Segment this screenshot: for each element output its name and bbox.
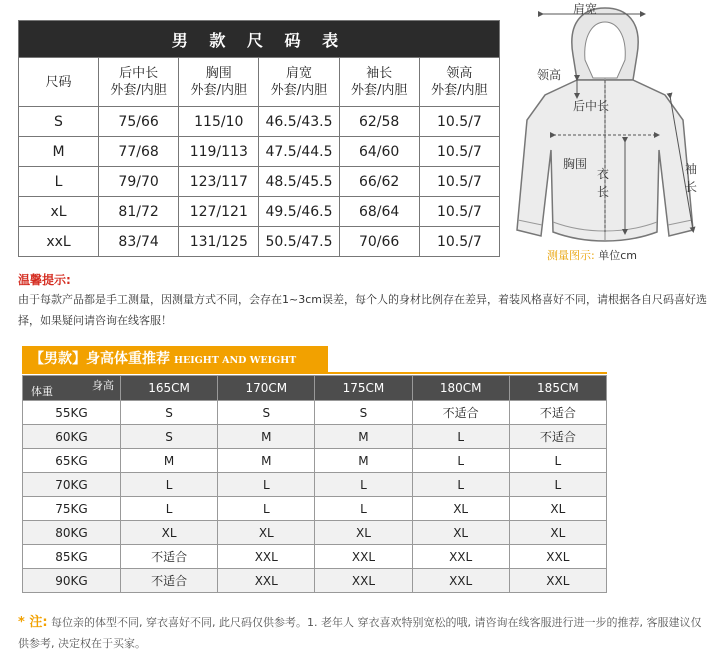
recommend-cell: XXL bbox=[315, 569, 412, 593]
recommend-row bbox=[23, 497, 607, 521]
size-column-header bbox=[339, 58, 419, 107]
recommend-cell: M bbox=[121, 449, 218, 473]
header-line-2: 外套/内胆 bbox=[431, 83, 488, 98]
recommend-title: 【男款】身高体重推荐 bbox=[30, 351, 170, 367]
recommend-cell: L bbox=[121, 473, 218, 497]
corner-cell bbox=[23, 376, 121, 401]
recommend-cell: XL bbox=[218, 521, 315, 545]
recommend-cell: XL bbox=[509, 521, 606, 545]
unit-label: 单位cm bbox=[598, 249, 637, 262]
size-cell: 46.5/43.5 bbox=[259, 107, 339, 137]
recommend-cell: S bbox=[121, 401, 218, 425]
size-cell: 83/74 bbox=[99, 227, 179, 257]
recommend-cell: S bbox=[315, 401, 412, 425]
recommend-cell: XXL bbox=[218, 569, 315, 593]
size-cell: 70/66 bbox=[339, 227, 419, 257]
size-cell: 119/113 bbox=[179, 137, 259, 167]
recommend-cell: XL bbox=[509, 497, 606, 521]
recommend-table bbox=[22, 375, 607, 593]
weight-cell: 55KG bbox=[23, 401, 121, 425]
size-cell: 79/70 bbox=[99, 167, 179, 197]
size-cell: 10.5/7 bbox=[419, 167, 499, 197]
recommend-cell: L bbox=[315, 473, 412, 497]
header-line-2: 外套/内胆 bbox=[110, 83, 167, 98]
size-cell: 81/72 bbox=[99, 197, 179, 227]
recommend-row bbox=[23, 449, 607, 473]
size-column-header bbox=[179, 58, 259, 107]
size-cell: 10.5/7 bbox=[419, 107, 499, 137]
recommend-cell: L bbox=[121, 497, 218, 521]
size-row bbox=[19, 107, 500, 137]
recommend-row bbox=[23, 545, 607, 569]
size-cell-name: S bbox=[19, 107, 99, 137]
back-length-label: 后中长 bbox=[573, 99, 610, 113]
measure-label: 测量图示: bbox=[547, 249, 595, 262]
recommend-cell: L bbox=[412, 425, 509, 449]
size-cell: 68/64 bbox=[339, 197, 419, 227]
recommend-cell: 不适合 bbox=[509, 401, 606, 425]
header-line-2: 外套/内胆 bbox=[190, 83, 247, 98]
height-header: 170CM bbox=[218, 376, 315, 401]
weight-cell: 75KG bbox=[23, 497, 121, 521]
weight-cell: 90KG bbox=[23, 569, 121, 593]
size-row bbox=[19, 167, 500, 197]
recommend-cell: M bbox=[315, 449, 412, 473]
recommend-cell: XXL bbox=[412, 569, 509, 593]
size-column-header bbox=[19, 58, 99, 107]
recommend-cell: 不适合 bbox=[509, 425, 606, 449]
recommend-cell: XL bbox=[121, 521, 218, 545]
weight-cell: 80KG bbox=[23, 521, 121, 545]
recommend-row bbox=[23, 569, 607, 593]
recommend-cell: L bbox=[218, 473, 315, 497]
weight-cell: 70KG bbox=[23, 473, 121, 497]
recommend-cell: XL bbox=[315, 521, 412, 545]
recommend-cell: XXL bbox=[509, 569, 606, 593]
weight-cell: 60KG bbox=[23, 425, 121, 449]
recommend-header bbox=[22, 346, 328, 372]
recommend-title-en: HEIGHT AND WEIGHT bbox=[174, 355, 297, 366]
size-column-header bbox=[419, 58, 499, 107]
recommend-cell: 不适合 bbox=[412, 401, 509, 425]
recommend-row bbox=[23, 401, 607, 425]
recommend-cell: M bbox=[315, 425, 412, 449]
size-cell: 115/10 bbox=[179, 107, 259, 137]
size-cell: 49.5/46.5 bbox=[259, 197, 339, 227]
recommend-cell: L bbox=[412, 473, 509, 497]
size-row bbox=[19, 137, 500, 167]
shoulder-label: 肩宽 bbox=[573, 2, 598, 16]
size-cell: 47.5/44.5 bbox=[259, 137, 339, 167]
recommend-cell: L bbox=[509, 449, 606, 473]
size-cell-name: xxL bbox=[19, 227, 99, 257]
size-column-header bbox=[259, 58, 339, 107]
jacket-outline-icon bbox=[505, 0, 720, 265]
size-cell-name: L bbox=[19, 167, 99, 197]
size-cell: 75/66 bbox=[99, 107, 179, 137]
size-cell: 66/62 bbox=[339, 167, 419, 197]
recommend-cell: L bbox=[218, 497, 315, 521]
recommend-cell: M bbox=[218, 449, 315, 473]
corner-height: 身高 bbox=[92, 379, 114, 392]
size-cell: 64/60 bbox=[339, 137, 419, 167]
footnote bbox=[18, 612, 708, 654]
size-cell: 127/121 bbox=[179, 197, 259, 227]
recommend-cell: L bbox=[315, 497, 412, 521]
tips-title: 温馨提示: bbox=[18, 273, 71, 287]
height-header: 175CM bbox=[315, 376, 412, 401]
tips-body: 由于每款产品都是手工测量，因测量方式不同，会存在1~3cm误差，每个人的身材比例存在差异，着装风格喜好不同，请根据各自尺码喜好选择，如果疑问请咨询在线客服！ bbox=[18, 293, 707, 327]
chest-label: 胸围 bbox=[563, 157, 588, 171]
height-header: 185CM bbox=[509, 376, 606, 401]
size-cell: 62/58 bbox=[339, 107, 419, 137]
recommend-row bbox=[23, 473, 607, 497]
size-row bbox=[19, 197, 500, 227]
recommend-cell: S bbox=[218, 401, 315, 425]
recommend-cell: M bbox=[218, 425, 315, 449]
size-cell: 131/125 bbox=[179, 227, 259, 257]
recommend-cell: S bbox=[121, 425, 218, 449]
size-cell-name: xL bbox=[19, 197, 99, 227]
size-column-header bbox=[99, 58, 179, 107]
header-line-1: 领高 bbox=[446, 66, 473, 81]
recommend-cell: XL bbox=[412, 497, 509, 521]
size-table bbox=[18, 20, 500, 257]
header-line-1: 尺码 bbox=[45, 74, 72, 90]
recommend-cell: XXL bbox=[218, 545, 315, 569]
size-cell: 10.5/7 bbox=[419, 227, 499, 257]
recommend-divider bbox=[22, 372, 607, 374]
recommend-cell: L bbox=[509, 473, 606, 497]
footnote-mark: * 注: bbox=[18, 615, 48, 630]
recommend-cell: XXL bbox=[315, 545, 412, 569]
size-cell: 10.5/7 bbox=[419, 197, 499, 227]
sleeve-label: 袖长 bbox=[685, 162, 698, 194]
weight-cell: 85KG bbox=[23, 545, 121, 569]
recommend-cell: XXL bbox=[412, 545, 509, 569]
measure-caption bbox=[547, 247, 637, 263]
size-row bbox=[19, 227, 500, 257]
weight-cell: 65KG bbox=[23, 449, 121, 473]
recommend-cell: 不适合 bbox=[121, 569, 218, 593]
size-cell: 50.5/47.5 bbox=[259, 227, 339, 257]
recommend-row bbox=[23, 425, 607, 449]
recommend-cell: XL bbox=[412, 521, 509, 545]
body-length-label: 衣长 bbox=[597, 167, 610, 199]
header-line-1: 肩宽 bbox=[285, 66, 312, 81]
size-cell: 123/117 bbox=[179, 167, 259, 197]
size-cell: 10.5/7 bbox=[419, 137, 499, 167]
header-line-1: 袖长 bbox=[366, 66, 393, 81]
size-cell: 48.5/45.5 bbox=[259, 167, 339, 197]
measurement-diagram bbox=[505, 0, 720, 265]
size-cell-name: M bbox=[19, 137, 99, 167]
size-cell: 77/68 bbox=[99, 137, 179, 167]
corner-weight: 体重 bbox=[31, 385, 53, 398]
header-line-1: 胸围 bbox=[205, 66, 232, 81]
recommend-cell: 不适合 bbox=[121, 545, 218, 569]
recommend-cell: XXL bbox=[509, 545, 606, 569]
height-header: 165CM bbox=[121, 376, 218, 401]
recommend-cell: L bbox=[412, 449, 509, 473]
footnote-text: 每位亲的体型不同, 穿衣喜好不同, 此尺码仅供参考。1. 老年人 穿衣喜欢特别宽松的哦, 请咨询在线客服进行进一步的推荐, 客服建议仅供参考, 决定权在于买家。 bbox=[18, 616, 702, 650]
collar-label: 领高 bbox=[537, 68, 562, 82]
recommend-row bbox=[23, 521, 607, 545]
header-line-1: 后中长 bbox=[119, 66, 159, 81]
height-header: 180CM bbox=[412, 376, 509, 401]
header-line-2: 外套/内胆 bbox=[350, 83, 408, 98]
size-table-title: 男 款 尺 码 表 bbox=[19, 21, 500, 58]
header-line-2: 外套/内胆 bbox=[270, 83, 328, 98]
